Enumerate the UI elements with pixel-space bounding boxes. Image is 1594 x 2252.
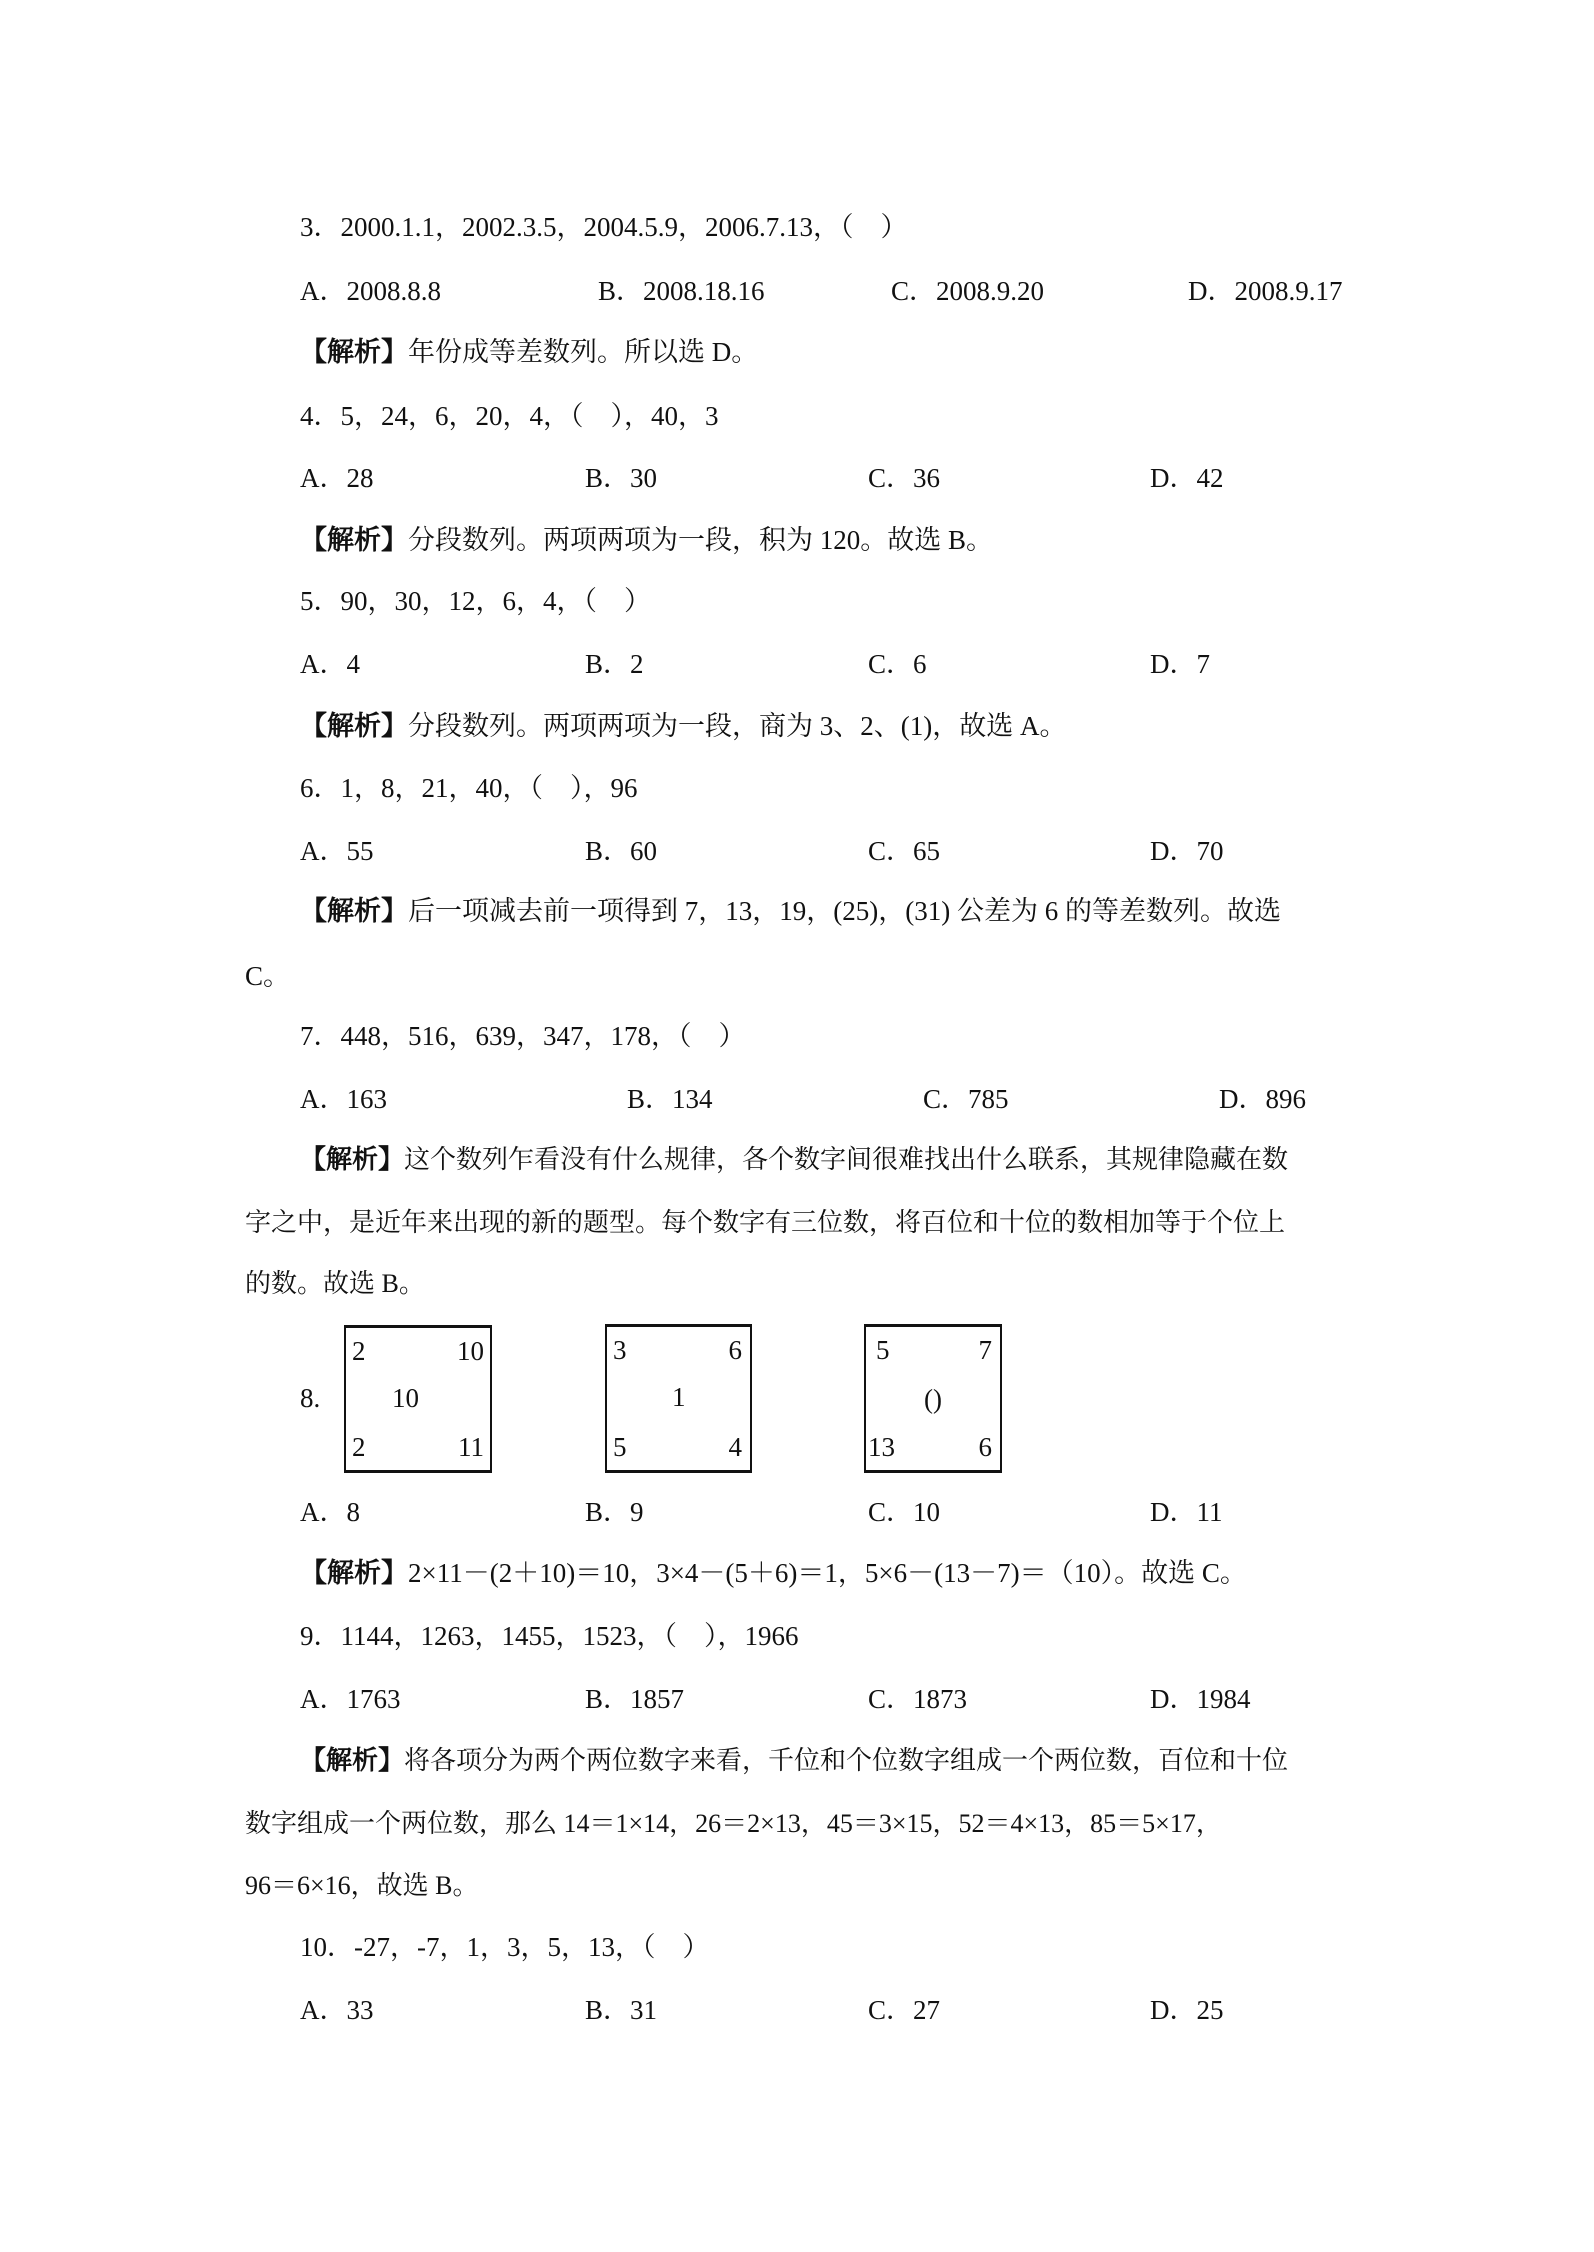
box-3-bottom-left: 13 bbox=[868, 1432, 895, 1462]
q3-analysis-text: 年份成等差数列。所以选 D。 bbox=[408, 337, 759, 367]
q7-option-a: A．163 bbox=[300, 1084, 387, 1114]
box-3-top-left: 5 bbox=[876, 1335, 890, 1365]
box-1-top-right: 10 bbox=[457, 1336, 484, 1366]
q8-analysis-text: 2×11－(2＋10)＝10，3×4－(5＋6)＝1，5×6－(13－7)＝（10）。故选 C。 bbox=[408, 1558, 1247, 1588]
analysis-label: 【解析】 bbox=[300, 1145, 405, 1174]
q5-option-b: B．2 bbox=[585, 649, 644, 679]
q9-analysis-cont-2: 96＝6×16，故选 B。 bbox=[245, 1871, 479, 1900]
q6-option-b: B．60 bbox=[585, 836, 658, 866]
box-2-bottom-right: 4 bbox=[728, 1432, 742, 1462]
q4-option-b: B．30 bbox=[585, 463, 658, 493]
analysis-label: 【解析】 bbox=[300, 525, 408, 555]
q8-option-b: B．9 bbox=[585, 1497, 644, 1527]
q9-analysis-cont-1: 数字组成一个两位数，那么 14＝1×14，26＝2×13，45＝3×15，52＝4×13，85＝5×17， bbox=[245, 1809, 1222, 1838]
analysis-label: 【解析】 bbox=[300, 711, 408, 741]
box-1-center: 10 bbox=[392, 1383, 419, 1413]
q9-option-a: A．1763 bbox=[300, 1684, 401, 1714]
q6-option-d: D．70 bbox=[1150, 836, 1224, 866]
q8-option-a: A．8 bbox=[300, 1497, 360, 1527]
analysis-label: 【解析】 bbox=[300, 337, 408, 367]
box-3-center: () bbox=[924, 1384, 942, 1414]
q7-analysis-cont-1: 字之中，是近年来出现的新的题型。每个数字有三位数，将百位和十位的数相加等于个位上 bbox=[245, 1208, 1286, 1237]
q8-box-2 bbox=[605, 1324, 752, 1473]
q10-option-c: C．27 bbox=[868, 1995, 941, 2025]
q3-option-b: B．2008.18.16 bbox=[598, 276, 765, 306]
q9-option-d: D．1984 bbox=[1150, 1684, 1251, 1714]
q7-option-c: C．785 bbox=[923, 1084, 1009, 1114]
q10-option-a: A．33 bbox=[300, 1995, 374, 2025]
q8-box-3 bbox=[864, 1324, 1002, 1473]
question-8-number: 8. bbox=[300, 1383, 321, 1413]
analysis-label: 【解析】 bbox=[300, 896, 408, 926]
q7-option-b: B．134 bbox=[627, 1084, 713, 1114]
q3-analysis bbox=[300, 335, 758, 369]
box-1-bottom-left: 2 bbox=[352, 1432, 366, 1462]
q7-analysis bbox=[300, 1143, 1288, 1177]
q6-analysis bbox=[300, 894, 1281, 928]
analysis-label: 【解析】 bbox=[300, 1558, 408, 1588]
q8-option-d: D．11 bbox=[1150, 1497, 1223, 1527]
q5-analysis bbox=[300, 709, 1066, 743]
q4-option-c: C．36 bbox=[868, 463, 941, 493]
q3-option-d: D．2008.9.17 bbox=[1188, 276, 1343, 306]
box-3-top-right: 7 bbox=[978, 1335, 992, 1365]
q3-option-c: C．2008.9.20 bbox=[891, 276, 1045, 306]
question-6-stem: 6．1，8，21，40，（ ），96 bbox=[300, 773, 638, 803]
q10-option-b: B．31 bbox=[585, 1995, 658, 2025]
q8-box-1 bbox=[344, 1325, 492, 1473]
q7-analysis-text: 这个数列乍看没有什么规律，各个数字间很难找出什么联系，其规律隐藏在数 bbox=[404, 1145, 1289, 1174]
box-3-bottom-right: 6 bbox=[978, 1432, 992, 1462]
question-9-stem: 9．1144，1263，1455，1523，（ ），1966 bbox=[300, 1621, 799, 1651]
q7-option-d: D．896 bbox=[1219, 1084, 1306, 1114]
q5-analysis-text: 分段数列。两项两项为一段，商为 3、2、(1)，故选 A。 bbox=[408, 711, 1067, 741]
q9-option-b: B．1857 bbox=[585, 1684, 685, 1714]
box-2-top-right: 6 bbox=[728, 1335, 742, 1365]
box-1-bottom-right: 11 bbox=[458, 1432, 484, 1462]
q9-analysis-text: 将各项分为两个两位数字来看，千位和个位数字组成一个两位数，百位和十位 bbox=[404, 1746, 1289, 1775]
box-2-bottom-left: 5 bbox=[613, 1432, 627, 1462]
question-4-stem: 4．5，24，6，20，4，（ ），40，3 bbox=[300, 401, 719, 431]
q4-option-d: D．42 bbox=[1150, 463, 1224, 493]
q3-option-a: A．2008.8.8 bbox=[300, 276, 441, 306]
q4-analysis bbox=[300, 523, 993, 557]
question-7-stem: 7．448，516，639，347，178，（ ） bbox=[300, 1021, 746, 1051]
q7-analysis-cont-2: 的数。故选 B。 bbox=[245, 1269, 425, 1298]
q6-option-a: A．55 bbox=[300, 836, 374, 866]
q8-analysis bbox=[300, 1556, 1247, 1590]
q5-option-c: C．6 bbox=[868, 649, 927, 679]
analysis-label: 【解析】 bbox=[300, 1746, 405, 1775]
q5-option-d: D．7 bbox=[1150, 649, 1210, 679]
q9-option-c: C．1873 bbox=[868, 1684, 968, 1714]
box-1-top-left: 2 bbox=[352, 1336, 366, 1366]
q4-analysis-text: 分段数列。两项两项为一段，积为 120。故选 B。 bbox=[408, 525, 994, 555]
q6-option-c: C．65 bbox=[868, 836, 941, 866]
q9-analysis bbox=[300, 1744, 1288, 1778]
q6-analysis-text: 后一项减去前一项得到 7，13，19，(25)，(31) 公差为 6 的等差数列。故选 bbox=[408, 896, 1281, 926]
question-10-stem: 10．-27，-7，1，3，5，13，（ ） bbox=[300, 1932, 710, 1962]
box-2-top-left: 3 bbox=[613, 1335, 627, 1365]
q5-option-a: A．4 bbox=[300, 649, 360, 679]
box-2-center: 1 bbox=[672, 1382, 686, 1412]
q8-option-c: C．10 bbox=[868, 1497, 941, 1527]
q10-option-d: D．25 bbox=[1150, 1995, 1224, 2025]
q6-analysis-cont: C。 bbox=[245, 961, 291, 991]
question-3-stem: 3．2000.1.1，2002.3.5，2004.5.9，2006.7.13，（ ） bbox=[300, 212, 908, 242]
question-5-stem: 5．90，30，12，6，4，（ ） bbox=[300, 586, 651, 616]
q4-option-a: A．28 bbox=[300, 463, 374, 493]
